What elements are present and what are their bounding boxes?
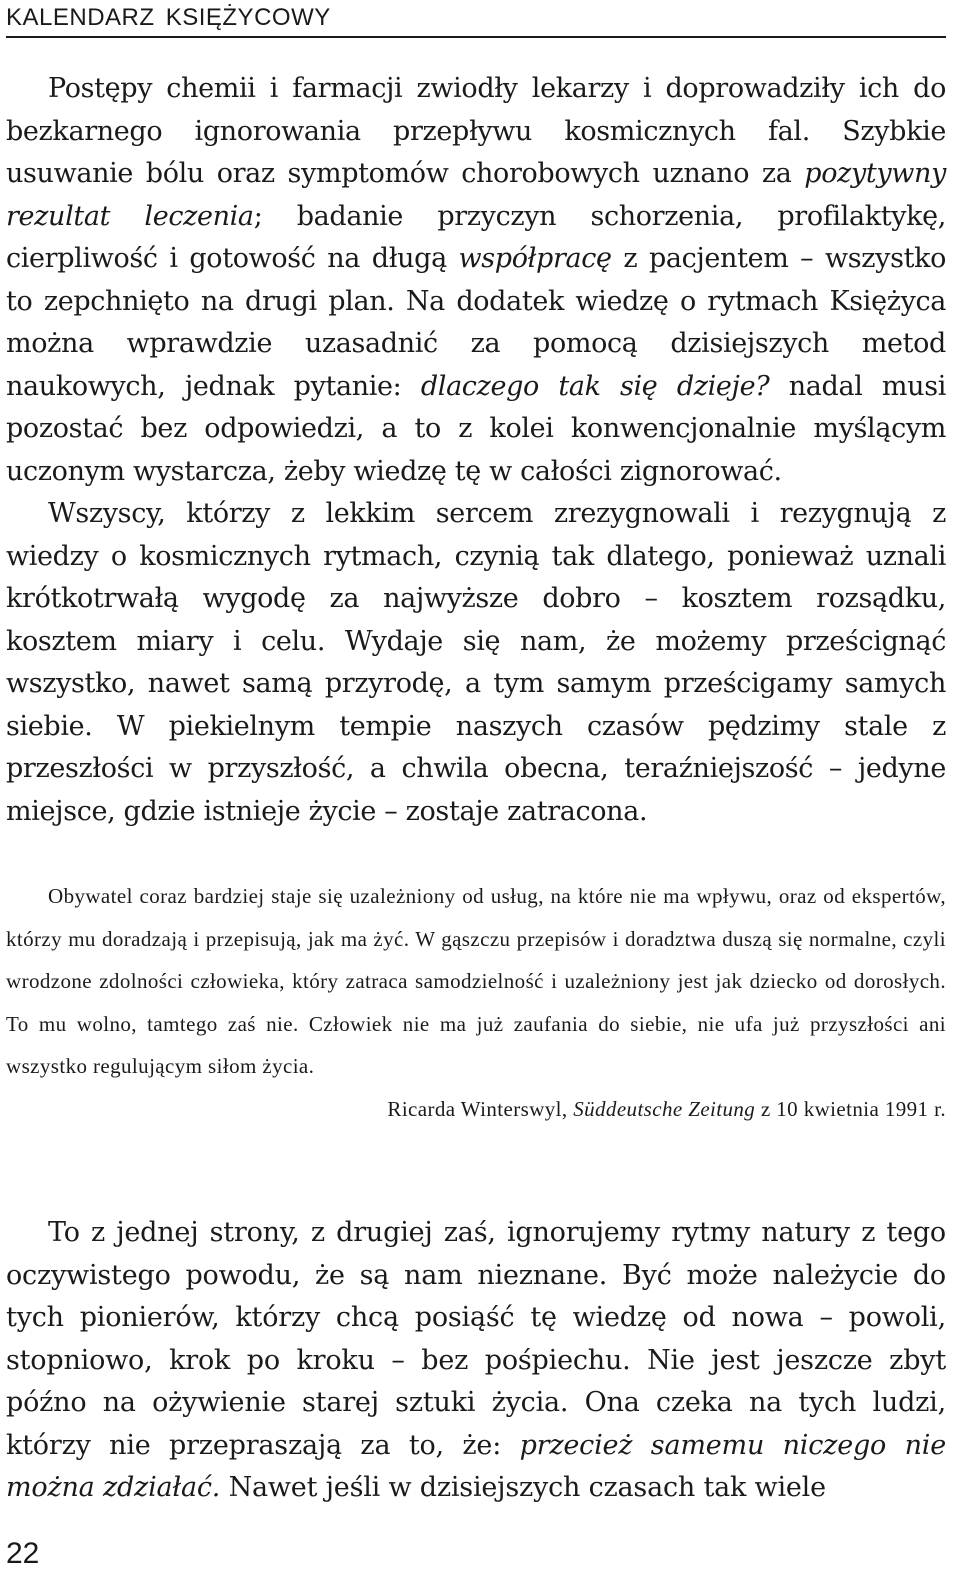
paragraph-3-text: To z jednej strony, z drugiej zaś, ignorujemy rytmy natury z tego oczywistego powodu, że są nam nieznane. Być może należycie do tych pionierów, którzy chcą posiąść tę wiedzę od nowa – powoli, stopniowo, krok po kroku – bez pośpiechu. Nie jest jeszcze zbyt późno na ożywienie starej sztuki życia. Ona czeka na tych ludzi, którzy nie przepraszają za to, że: — [6, 1217, 946, 1461]
quote-text: Obywatel coraz bardziej staje się uzależniony od usług, na które nie ma wpływu, oraz od ekspertów, którzy mu doradzają i przepisują, jak ma żyć. W gąszczu przepisów i doradztwa duszą się normalne, czyli wrodzone zdolności człowieka, który zatraca samodzielność i uzależniony jest jak dziecko od dorosłych. To mu wolno, tamtego zaś nie. Człowiek nie ma już zaufania do siebie, nie ufa już przyszłości ani wszystko regulującym siłom życia. — [6, 884, 946, 1078]
paragraph-1-text: Postępy chemii i farmacji zwiodły lekarzy i doprowadziły ich do bezkarnego ignorowania przepływu kosmicznych fal. Szybkie usuwanie bólu oraz symptomów chorobowych uznano za — [6, 73, 946, 189]
header-title: KALENDARZ KSIĘŻYCOWY — [6, 4, 331, 31]
paragraph-1 — [6, 68, 946, 493]
quote-source-author: Ricarda Winterswyl, — [387, 1096, 574, 1121]
paragraph-1-text: ; badanie przyczyn schorzenia, profilaktykę, cierpliwość i gotowość na długą — [6, 200, 946, 274]
paragraph-1-emphasis: pozytywny rezultat leczenia — [6, 158, 946, 232]
paragraph-2-text: Wszyscy, którzy z lekkim sercem zrezygnowali i rezygnują z wiedzy o kosmicznych rytmach, czynią tak dlatego, ponieważ uznali krótkotrwałą wygodę za najwyższe dobro – kosztem rozsądku, kosztem miary i celu. Wydaje się nam, że możemy prześcignąć wszystko, nawet samą przyrodę, a tym samym prześcigamy samych siebie. W piekielnym tempie naszych czasów pędzimy stale z przeszłości w przyszłość, a chwila obecna, teraźniejszość – jedyne miejsce, gdzie istnieje życie – zostaje zatracona. — [6, 498, 946, 827]
paragraph-1-emphasis: współpracę — [458, 243, 612, 274]
paragraph-3 — [6, 1212, 946, 1510]
paragraph-1-text: nadal musi pozostać bez odpowiedzi, a to z kolei konwencjonalnie myślącym uczonym wystarcza, żeby wiedzę tę w całości zignorować. — [6, 370, 946, 487]
quote-source-publication: Süddeutsche Zeitung — [573, 1096, 756, 1121]
paragraph-1-text: z pacjentem – wszystko to zepchnięto na drugi plan. Na dodatek wiedzę o rytmach Księżyca można wprawdzie uzasadnić za pomocą dzisiejszych metod naukowych, jednak pytanie: — [6, 243, 946, 402]
paragraph-1-emphasis: dlaczego tak się dzieje? — [420, 370, 770, 402]
quote-source-date: z 10 kwietnia 1991 r. — [755, 1096, 946, 1121]
paragraph-3-emphasis: przecież samemu niczego nie można zdziałać. — [6, 1429, 946, 1503]
running-header — [6, 2, 946, 38]
paragraph-2 — [6, 493, 946, 833]
block-quote — [6, 875, 946, 1130]
quote-source — [6, 1088, 946, 1130]
paragraph-3-text: Nawet jeśli w dzisiejszych czasach tak wiele — [220, 1472, 826, 1503]
page-number: 22 — [6, 1537, 40, 1570]
